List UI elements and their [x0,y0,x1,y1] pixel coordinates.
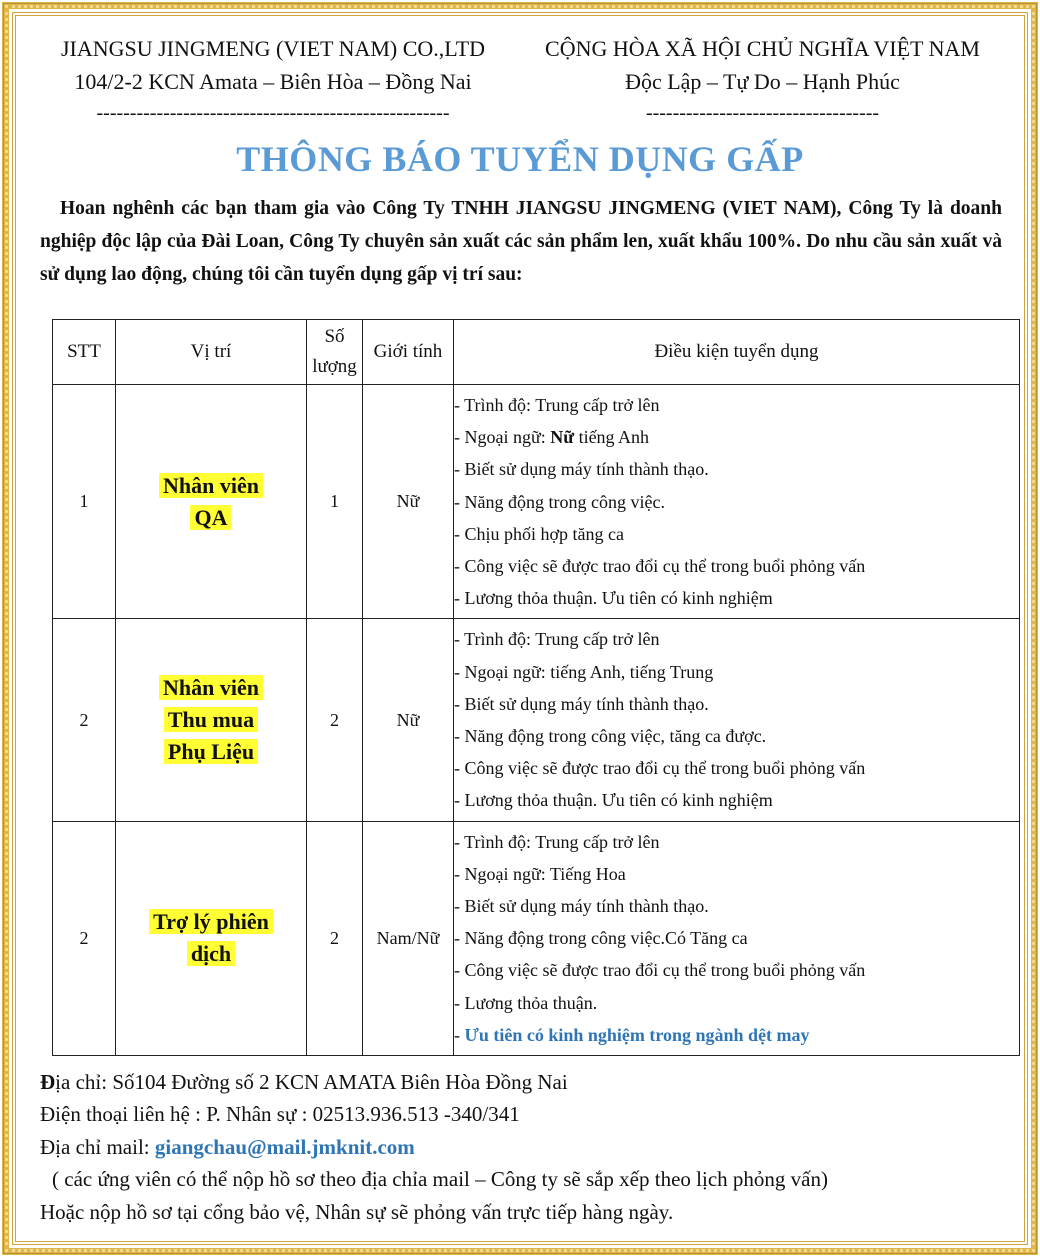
position-label [149,906,273,970]
row-conditions [454,619,1020,821]
condition-item: - Lương thỏa thuận. Ưu tiên có kinh nghiệm [454,784,1019,816]
position-line: dịch [187,941,235,966]
contact-address: Địa chỉ: Số104 Đường số 2 KCN AMATA Biên Hòa Đồng Nai [40,1070,568,1094]
intro-paragraph [40,192,1002,291]
condition-item: - Lương thỏa thuận. Ưu tiên có kinh nghiệm [454,582,1019,614]
row-gender: Nữ [363,619,454,821]
condition-item: - Biết sử dụng máy tính thành thạo. [454,453,1019,485]
condition-item: - Biết sử dụng máy tính thành thạo. [454,688,1019,720]
company-address: 104/2-2 KCN Amata – Biên Hòa – Đồng Nai [74,69,472,94]
header-quantity-line2: lượng [312,356,357,377]
row-position [116,821,307,1055]
condition-item: - Năng động trong công việc.Có Tăng ca [454,922,1019,954]
header-quantity [307,320,363,385]
motto-divider: ----------------------------------- [645,102,880,124]
condition-item: - Trình độ: Trung cấp trở lên [454,623,1019,655]
row-quantity: 1 [307,385,363,619]
condition-item: - Công việc sẽ được trao đổi cụ thể trong buổi phỏng vấn [454,550,1019,582]
condition-item: - Ngoại ngữ: tiếng Anh, tiếng Trung [454,656,1019,688]
company-header [38,32,508,128]
row-quantity: 2 [307,619,363,821]
contact-note: ( các ứng viên có thể nộp hồ sơ theo địa chỉa mail – Công ty sẽ sắp xếp theo lịch phỏng vấn) [52,1167,828,1192]
header-position: Vị trí [116,320,307,385]
row-gender: Nữ [363,385,454,619]
table-row [53,619,1020,821]
header-gender: Giới tính [363,320,454,385]
intro-text: Hoan nghênh các bạn tham gia vào Công Ty TNHH JIANGSU JINGMENG (VIET NAM), Công Ty là doanh nghiệp độc lập của Đài Loan, Công Ty chuyên sản xuất các sản phẩm len, xuất khẩu 100%. Do nhu cầu sản xuất và sử dụng lao động, chúng tôi cần tuyển dụng gấp vị trí sau: [40,198,1002,285]
email-link[interactable]: giangchau@mail.jmknit.com [154,1134,415,1159]
condition-item: - Công việc sẽ được trao đổi cụ thể trong buổi phỏng vấn [454,752,1019,784]
contact-mail: Địa chỉ mail: giangchau@mail.jmknit.com [40,1134,415,1159]
condition-item: - Ngoại ngữ: Tiếng Hoa [454,858,1019,890]
position-line: Nhân viên [159,675,263,700]
condition-item: - Công việc sẽ được trao đổi cụ thể trong buổi phỏng vấn [454,954,1019,986]
header-quantity-line1: Số [324,326,345,347]
row-conditions [454,385,1020,619]
table-row [53,821,1020,1055]
row-quantity: 2 [307,821,363,1055]
header-stt: STT [53,320,116,385]
condition-item: - Biết sử dụng máy tính thành thạo. [454,890,1019,922]
condition-item [454,1019,1019,1051]
job-table [52,319,1020,1056]
contact-footer [40,1066,1010,1228]
company-divider: ----------------------------------------------------- [96,102,450,124]
row-stt: 2 [53,619,116,821]
position-label [159,470,263,534]
position-line: Nhân viên [159,473,263,498]
position-line: Phụ Liệu [164,739,258,764]
condition-rest-text: tiếng Anh [574,427,650,448]
position-line: Thu mua [164,707,258,732]
condition-item: - Lương thỏa thuận. [454,987,1019,1019]
condition-highlight-text: Ưu tiên có kinh nghiệm trong ngành dệt may [464,1024,810,1045]
condition-item: - Trình độ: Trung cấp trở lên [454,389,1019,421]
contact-closing: Hoặc nộp hồ sơ tại cổng bảo vệ, Nhân sự sẽ phỏng vấn trực tiếp hàng ngày. [40,1199,674,1224]
row-stt: 2 [53,821,116,1055]
header-conditions: Điều kiện tuyển dụng [454,320,1020,385]
row-conditions [454,821,1020,1055]
condition-bold-text: Nữ [550,427,575,448]
company-name: JIANGSU JINGMENG (VIET NAM) CO.,LTD [60,36,486,61]
country-name: CỘNG HÒA XÃ HỘI CHỦ NGHĨA VIỆT NAM [545,36,980,61]
condition-item: - Năng động trong công việc. [454,486,1019,518]
row-gender: Nam/Nữ [363,821,454,1055]
condition-item: - Năng động trong công việc, tăng ca được. [454,720,1019,752]
table-header-row [53,320,1020,385]
condition-item: - Ngoại ngữ: Nữ tiếng Anh [454,421,1019,453]
national-motto: Độc Lập – Tự Do – Hạnh Phúc [625,69,900,94]
row-stt: 1 [53,385,116,619]
national-header [525,32,1000,128]
position-line: QA [190,505,231,530]
position-line: Trợ lý phiên [149,909,273,934]
condition-item: - Trình độ: Trung cấp trở lên [454,826,1019,858]
row-position [116,619,307,821]
position-label [159,672,263,768]
row-position [116,385,307,619]
page-title: THÔNG BÁO TUYỂN DỤNG GẤP [236,139,804,179]
table-row [53,385,1020,619]
condition-item: - Chịu phối hợp tăng ca [454,518,1019,550]
contact-phone: Điện thoại liên hệ : P. Nhân sự : 02513.936.513 -340/341 [40,1102,520,1127]
